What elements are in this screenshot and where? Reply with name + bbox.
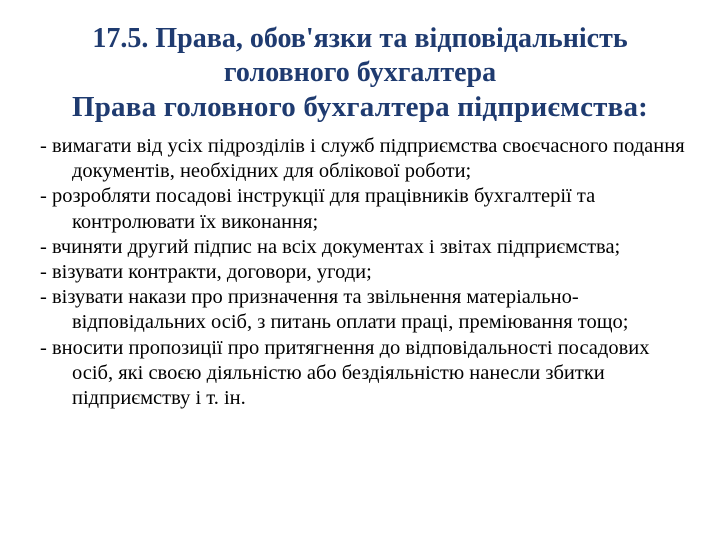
rights-list <box>40 134 695 411</box>
title-line-2: головного бухгалтера <box>223 57 497 88</box>
list-item: - розробляти посадові інструкції для працівників бухгалтерії та контролювати їх виконання; <box>40 185 596 233</box>
title-line-1: 17.5. Права, обов'язки та відповідальність <box>92 23 628 54</box>
list-item: - візувати накази про призначення та звільнення матеріально-відповідальних осіб, з питань оплати праці, преміювання тощо; <box>40 286 629 334</box>
slide-title <box>20 22 700 124</box>
list-item: - вимагати від усіх підрозділів і служб підприємства своєчасного подання документів, необхідних для облікової роботи; <box>40 135 685 183</box>
list-item: - візувати контракти, договори, угоди; <box>40 261 372 284</box>
slide-subtitle: Права головного бухгалтера підприємства: <box>71 91 649 123</box>
list-item: - вносити пропозиції про притягнення до відповідальності посадових осіб, які своєю діяльністю або бездіяльністю нанесли збитки підприємству і т. ін. <box>40 336 650 410</box>
list-item: - вчиняти другий підпис на всіх документах і звітах підприємства; <box>40 235 621 258</box>
